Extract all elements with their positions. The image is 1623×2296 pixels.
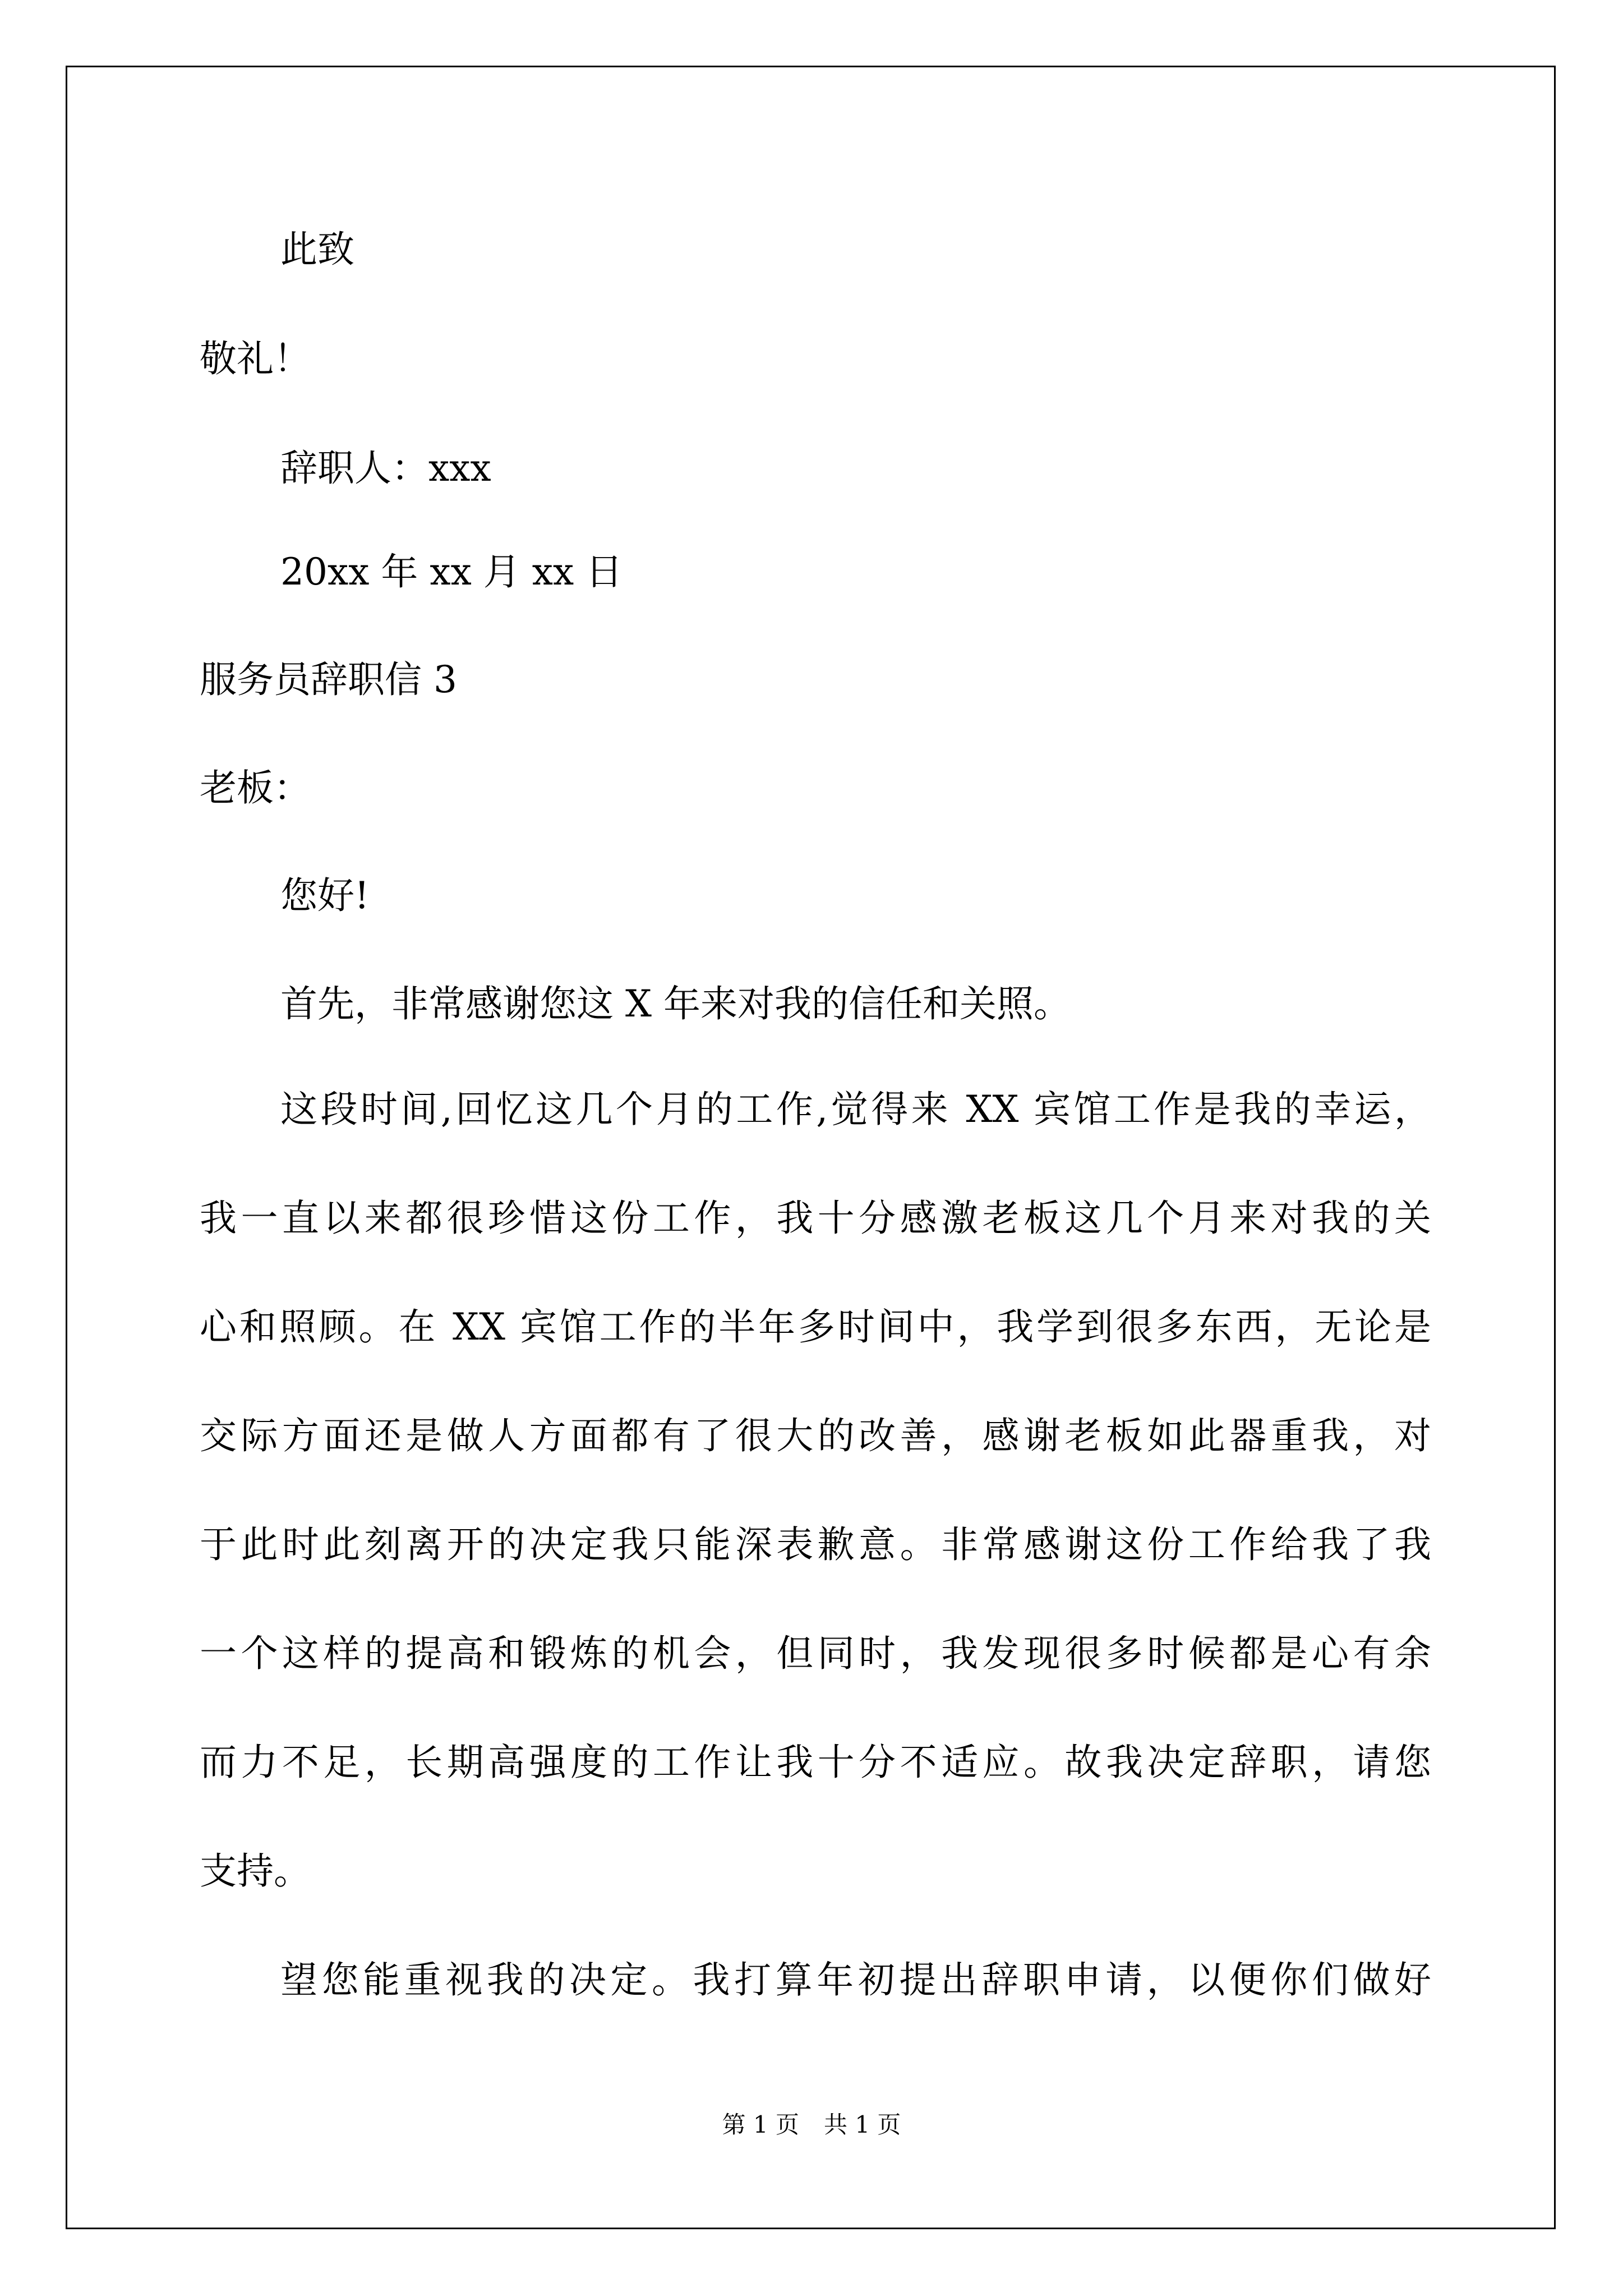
page-current-label: 第 1 页	[722, 2111, 799, 2138]
paragraph-2-line: 这段时间,回忆这几个月的工作,觉得来 XX 宾馆工作是我的幸运，	[280, 1088, 1431, 1131]
page-border	[66, 66, 1556, 2229]
salute-line: 敬礼！	[200, 337, 311, 380]
closing-line: 此致	[280, 228, 354, 271]
paragraph-3-line: 望您能重视我的决定。我打算年初提出辞职申请，以便你们做好	[280, 1958, 1431, 2001]
page-footer	[0, 2108, 1623, 2142]
letter-heading: 服务员辞职信 3	[200, 658, 457, 701]
paragraph-2-line: 交际方面还是做人方面都有了很大的改善，感谢老板如此器重我，对	[200, 1414, 1431, 1457]
addressee-line: 老板：	[200, 766, 311, 809]
paragraph-2-line: 于此时此刻离开的决定我只能深表歉意。非常感谢这份工作给我了我	[200, 1523, 1431, 1566]
paragraph-2-line: 我一直以来都很珍惜这份工作，我十分感激老板这几个月来对我的关	[200, 1197, 1431, 1240]
greeting-line: 您好!	[280, 874, 370, 917]
paragraph-2-line: 心和照顾。在 XX 宾馆工作的半年多时间中，我学到很多东西，无论是	[200, 1305, 1431, 1349]
paragraph-2-line: 支持。	[200, 1849, 311, 1893]
paragraph-2-line: 一个这样的提高和锻炼的机会，但同时，我发现很多时候都是心有余	[200, 1632, 1431, 1675]
date-line: 20xx 年 xx 月 xx 日	[280, 550, 623, 593]
page-total-label: 共 1 页	[824, 2111, 901, 2138]
signer-line: 辞职人：xxx	[280, 447, 491, 490]
paragraph-1: 首先，非常感谢您这 X 年来对我的信任和关照。	[280, 982, 1071, 1025]
paragraph-2-line: 而力不足，长期高强度的工作让我十分不适应。故我决定辞职，请您	[200, 1741, 1431, 1784]
